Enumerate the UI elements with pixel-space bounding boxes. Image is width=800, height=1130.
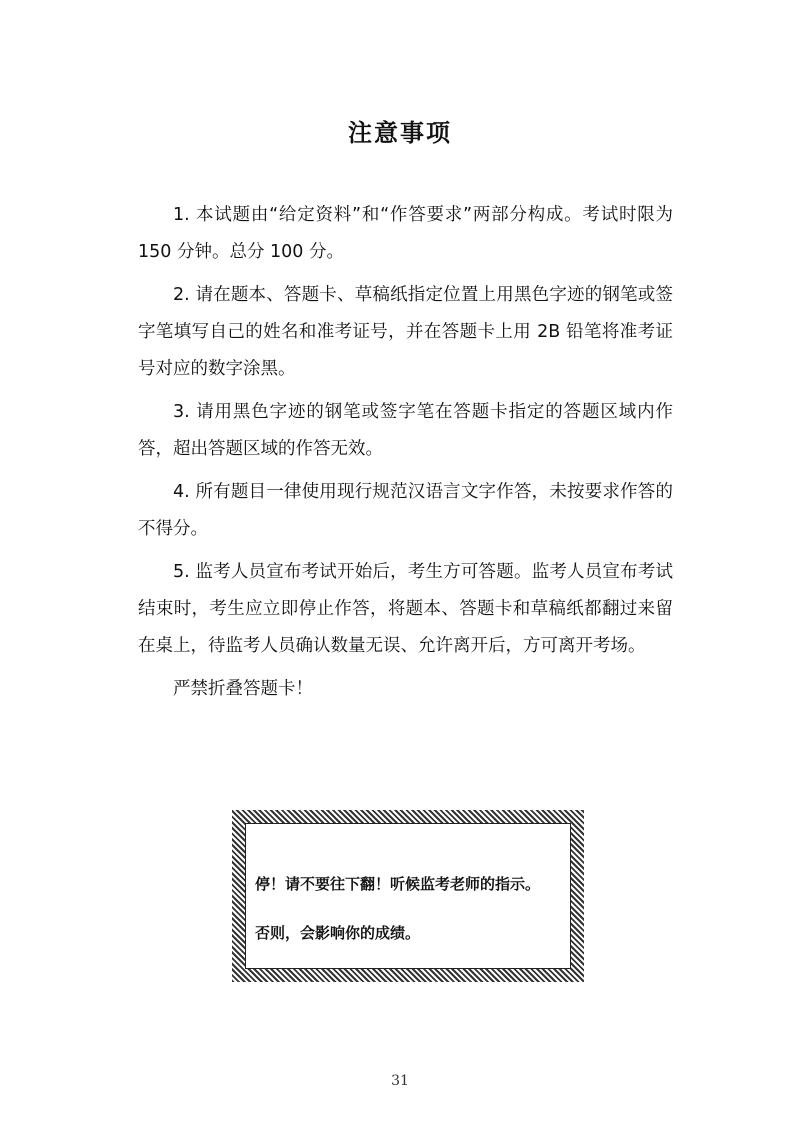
notice-line-1: 停！请不要往下翻！听候监考老师的指示。 [255,875,541,893]
instruction-4: 4. 所有题目一律使用现行规范汉语言文字作答，未按要求作答的不得分。 [138,482,673,539]
instruction-5: 5. 监考人员宣布考试开始后，考生方可答题。监考人员宣布考试结束时，考生应立即停止作答，将题本、答题卡和草稿纸都翻过来留在桌上，待监考人员确认数量无误、允许离开后，方可离开考场。 [138,562,673,656]
notice-inner-border [245,823,571,969]
instruction-2: 2. 请在题本、答题卡、草稿纸指定位置上用黑色字迹的钢笔或签字笔填写自己的姓名和准考证号，并在答题卡上用 2B 铅笔将准考证号对应的数字涂黑。 [138,285,673,379]
instruction-3: 3. 请用黑色字迹的钢笔或签字笔在答题卡指定的答题区域内作答，超出答题区域的作答无效。 [138,402,673,459]
warning-text: 严禁折叠答题卡！ [173,679,313,699]
instruction-1: 1. 本试题由“给定资料”和“作答要求”两部分构成。考试时限为 150 分钟。总分 100 分。 [138,205,673,262]
instructions-list [138,197,673,714]
page-number: 31 [391,1073,409,1089]
notice-box [232,810,584,982]
notice-line-2: 否则，会影响你的成绩。 [255,924,421,942]
page-title: 注意事项 [348,119,452,147]
